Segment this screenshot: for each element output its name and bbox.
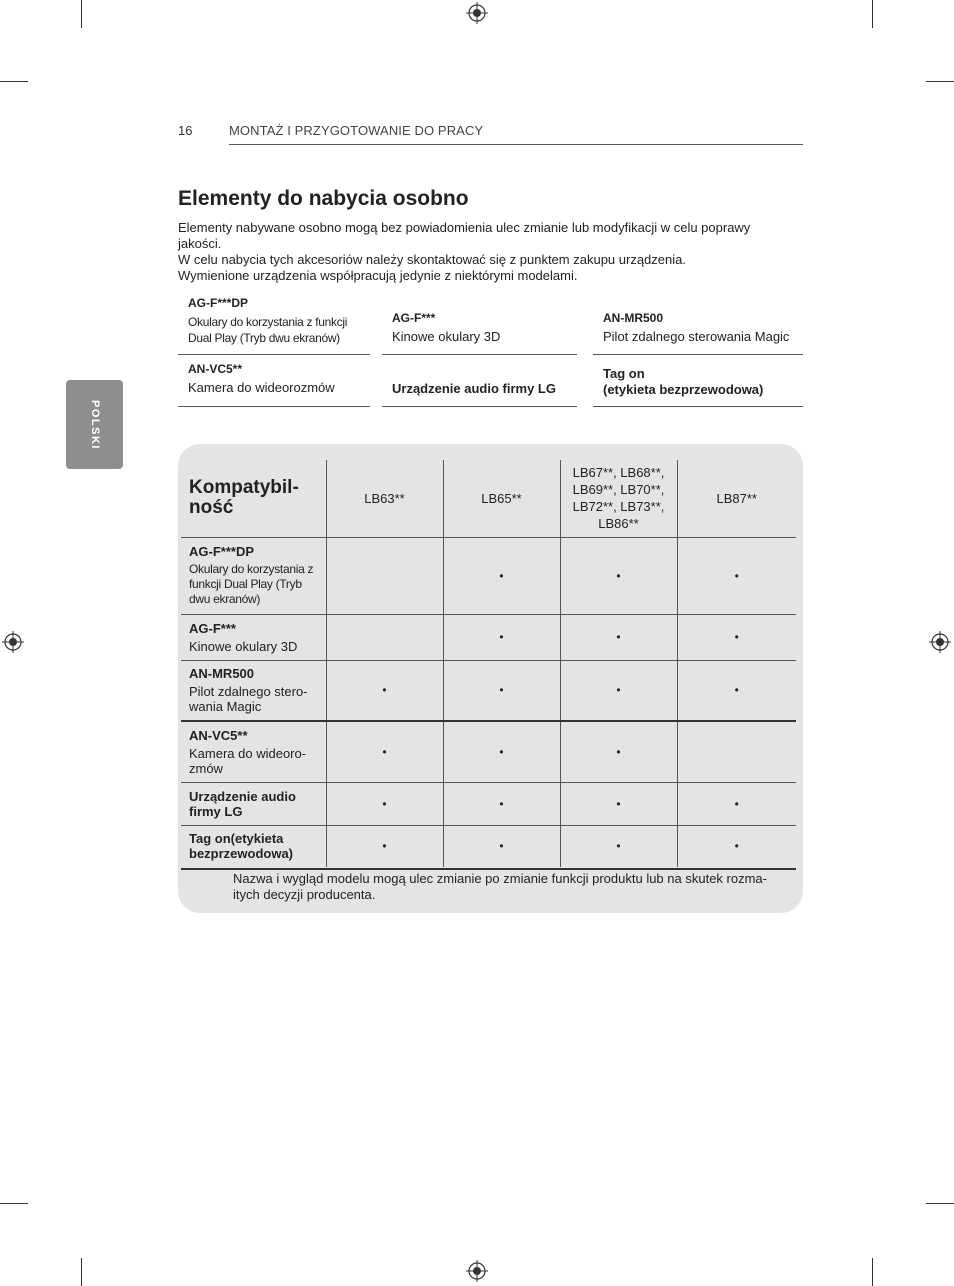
accessory-item — [392, 311, 588, 344]
row-code: AG-F*** — [189, 620, 236, 636]
compat-cell: • — [677, 660, 796, 721]
compat-cell: • — [677, 825, 796, 867]
row-code: AN-VC5** — [189, 727, 248, 743]
accessory-code: AN-VC5** — [188, 362, 243, 376]
model-column-header-line: LB72**, LB73**, LB86** — [572, 499, 665, 532]
compat-cell: • — [326, 660, 443, 721]
accessory-item — [392, 381, 588, 396]
compat-cell: • — [326, 721, 443, 782]
model-column-header: LB87** — [677, 460, 796, 537]
accessory-divider — [382, 354, 577, 355]
model-column-header — [560, 460, 677, 537]
model-column-header: LB65** — [443, 460, 560, 537]
row-desc: Okulary do korzystania z funkcji Dual Play (Tryb dwu ekranów) — [189, 562, 314, 606]
compat-cell — [326, 537, 443, 614]
row-header — [181, 721, 326, 782]
accessory-code: AG-F*** — [392, 311, 436, 325]
table-row — [181, 782, 796, 825]
accessory-code: AG-F***DP — [188, 296, 249, 310]
accessory-code: Tag on — [603, 366, 645, 381]
crop-mark — [926, 81, 954, 82]
crop-mark — [81, 0, 82, 28]
compat-cell — [326, 614, 443, 660]
compat-cell: • — [443, 614, 560, 660]
row-header — [181, 660, 326, 721]
accessory-divider — [382, 406, 577, 407]
accessory-item — [603, 311, 803, 344]
compat-cell: • — [560, 660, 677, 721]
compatibility-table — [181, 460, 796, 867]
row-code: AG-F***DP — [189, 544, 255, 559]
row-header — [181, 537, 326, 614]
compat-cell: • — [443, 660, 560, 721]
table-header-row — [181, 460, 796, 537]
compat-cell: • — [443, 825, 560, 867]
row-code: Tag on(etykieta bezprzewodowa) — [189, 831, 294, 862]
row-header — [181, 782, 326, 825]
accessory-divider — [593, 354, 803, 355]
crop-mark — [81, 1258, 82, 1286]
compatibility-title-line: ność — [189, 497, 234, 519]
intro-line: Wymienione urządzenia współpracują jedynie z niektórymi modelami. — [178, 268, 578, 283]
accessory-desc: Okulary do korzystania z funkcji Dual Play (Tryb dwu ekranów) — [188, 315, 348, 345]
registration-mark-icon — [466, 1260, 488, 1282]
compat-cell: • — [560, 782, 677, 825]
compat-cell: • — [560, 614, 677, 660]
accessory-divider — [593, 406, 803, 407]
registration-mark-icon — [2, 631, 24, 653]
table-row — [181, 721, 796, 782]
row-code: AN-MR500 — [189, 666, 255, 682]
compat-cell: • — [677, 782, 796, 825]
registration-mark-icon — [466, 2, 488, 24]
row-desc: Kamera do wideoro-zmów — [189, 745, 307, 776]
compat-cell: • — [443, 537, 560, 614]
running-header: MONTAŻ I PRZYGOTOWANIE DO PRACY — [229, 123, 484, 138]
accessory-desc: Pilot zdalnego sterowania Magic — [603, 329, 790, 344]
row-header — [181, 614, 326, 660]
intro-line: W celu nabycia tych akcesoriów należy skontaktować się z punktem zakupu urządzenia. — [178, 252, 686, 267]
crop-mark — [0, 1203, 28, 1204]
language-tab-label: POLSKI — [88, 399, 101, 450]
table-row — [181, 614, 796, 660]
compat-cell — [677, 721, 796, 782]
accessory-code: AN-MR500 — [603, 311, 664, 325]
registration-mark-icon — [929, 631, 951, 653]
table-row — [181, 537, 796, 614]
accessory-code-line2: (etykieta bezprzewodowa) — [603, 382, 764, 397]
accessory-divider — [178, 406, 370, 407]
row-header — [181, 825, 326, 867]
model-column-header-line: LB67**, LB68**, LB69**, LB70**, — [572, 465, 665, 498]
row-desc: Pilot zdalnego stero-wania Magic — [189, 684, 308, 715]
crop-mark — [926, 1203, 954, 1204]
header-divider — [229, 144, 803, 145]
compat-cell: • — [560, 721, 677, 782]
accessory-item — [188, 362, 384, 395]
compat-cell: • — [326, 825, 443, 867]
compat-cell: • — [443, 721, 560, 782]
crop-mark — [872, 0, 873, 28]
compat-cell: • — [443, 782, 560, 825]
compat-cell: • — [326, 782, 443, 825]
table-row — [181, 825, 796, 867]
table-row — [181, 660, 796, 721]
footnote: Nazwa i wygląd modelu mogą ulec zmianie po zmianie funkcji produktu lub na skutek rozma-itych decyzji producenta. — [233, 871, 767, 902]
row-code: Urządzenie audio firmy LG — [189, 788, 296, 819]
accessory-code: Urządzenie audio firmy LG — [392, 381, 556, 396]
page-number: 16 — [178, 123, 193, 138]
compat-cell: • — [560, 537, 677, 614]
compat-cell: • — [560, 825, 677, 867]
accessory-divider — [178, 354, 370, 355]
crop-mark — [0, 81, 28, 82]
intro-text — [178, 220, 788, 284]
language-tab — [66, 380, 123, 469]
compatibility-title — [181, 460, 326, 537]
accessory-desc: Kinowe okulary 3D — [392, 329, 501, 344]
crop-mark — [872, 1258, 873, 1286]
compatibility-title-line: Kompatybil- — [189, 477, 299, 499]
accessory-item — [603, 366, 803, 397]
row-desc: Kinowe okulary 3D — [189, 638, 298, 654]
compat-cell: • — [677, 614, 796, 660]
accessory-desc: Kamera do wideorozmów — [188, 380, 335, 395]
table-bottom-rule — [181, 868, 796, 870]
accessory-item — [188, 296, 384, 346]
model-column-header: LB63** — [326, 460, 443, 537]
intro-line: Elementy nabywane osobno mogą bez powiadomienia ulec zmianie lub modyfikacji w celu poprawy jakości. — [178, 220, 751, 251]
compat-cell: • — [677, 537, 796, 614]
section-title: Elementy do nabycia osobno — [178, 187, 469, 210]
